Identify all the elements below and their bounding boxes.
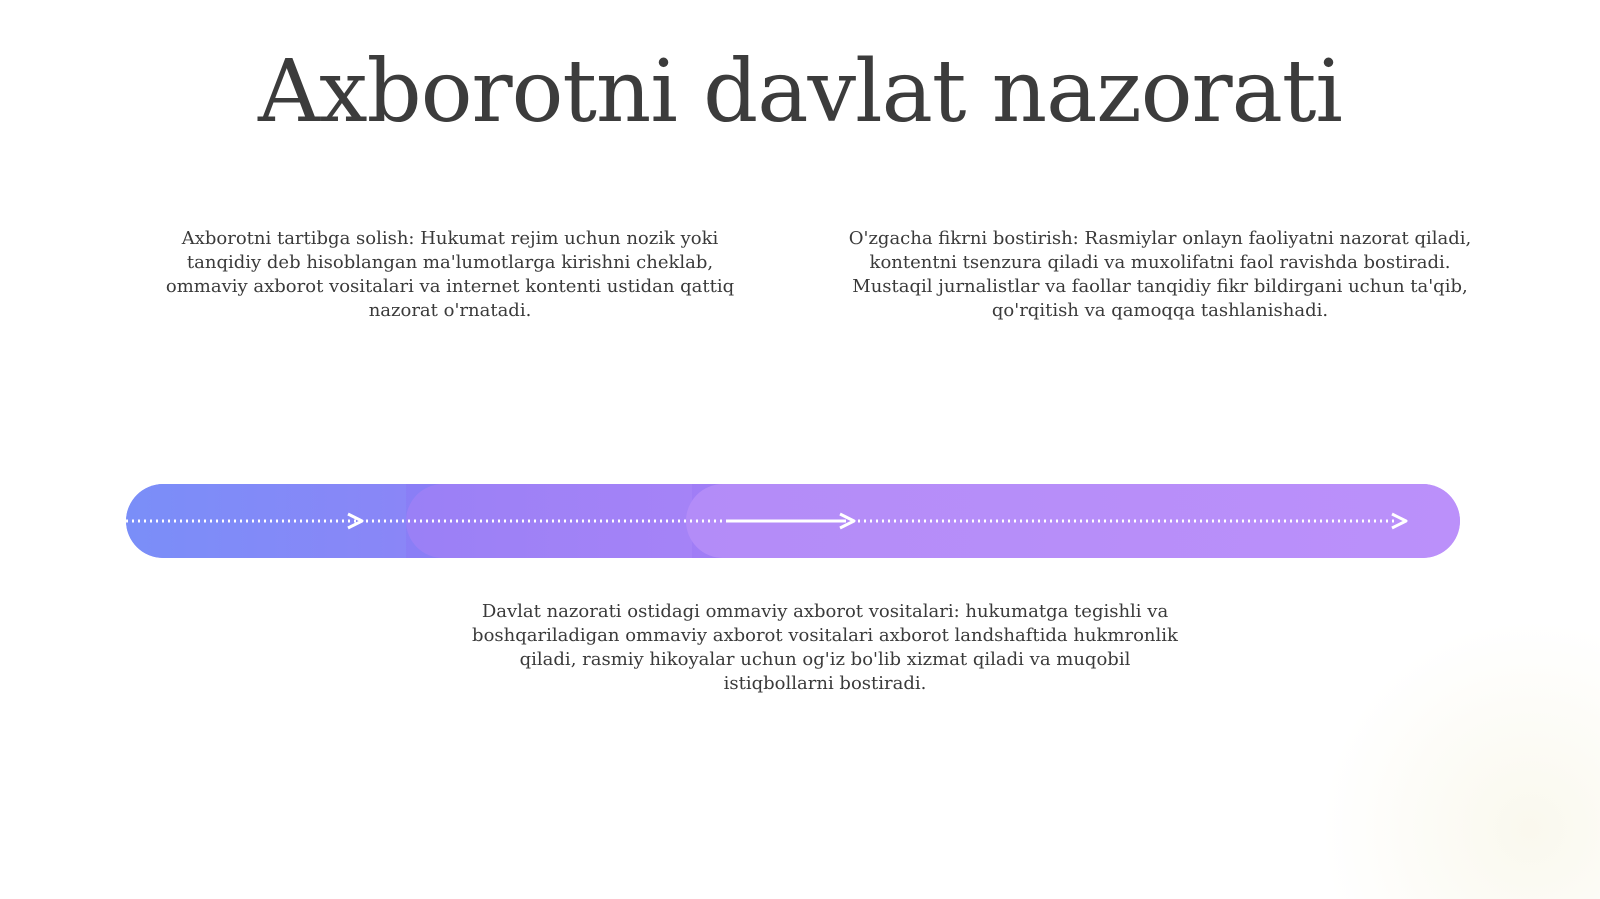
text-block-bottom: Davlat nazorati ostidagi ommaviy axborot vositalari: hukumatga tegishli va boshqariladigan ommaviy axborot vositalari axborot landshaftida hukmronlik qiladi, rasmiy hikoyalar uchun og'iz bo'lib xizmat qiladi va muqobil istiqbollarni bostiradi. (472, 601, 1178, 694)
text-block-left: Axborotni tartibga solish: Hukumat rejim uchun nozik yoki tanqidiy deb hisoblangan ma'lumotlarga kirishni cheklab, ommaviy axborot vositalari va internet kontenti ustidan qattiq nazorat o'rnatadi. (165, 228, 735, 321)
arrow-right-icon (1392, 514, 1406, 528)
timeline-bar (126, 484, 1460, 558)
slide-title: Axborotni davlat nazorati (258, 42, 1342, 142)
text-block-right: O'zgacha fikrni bostirish: Rasmiylar onlayn faoliyatni nazorat qiladi, kontentni tsenzura qiladi va muxolifatni faol ravishda bostiradi. Mustaqil jurnalistlar va faollar tanqidiy fikr bildirgani uchun ta'qib, qo'rqitish va qamoqqa tashlanishadi. (848, 228, 1472, 321)
corner-glow (1320, 619, 1600, 899)
timeline-arrows (126, 484, 1460, 558)
